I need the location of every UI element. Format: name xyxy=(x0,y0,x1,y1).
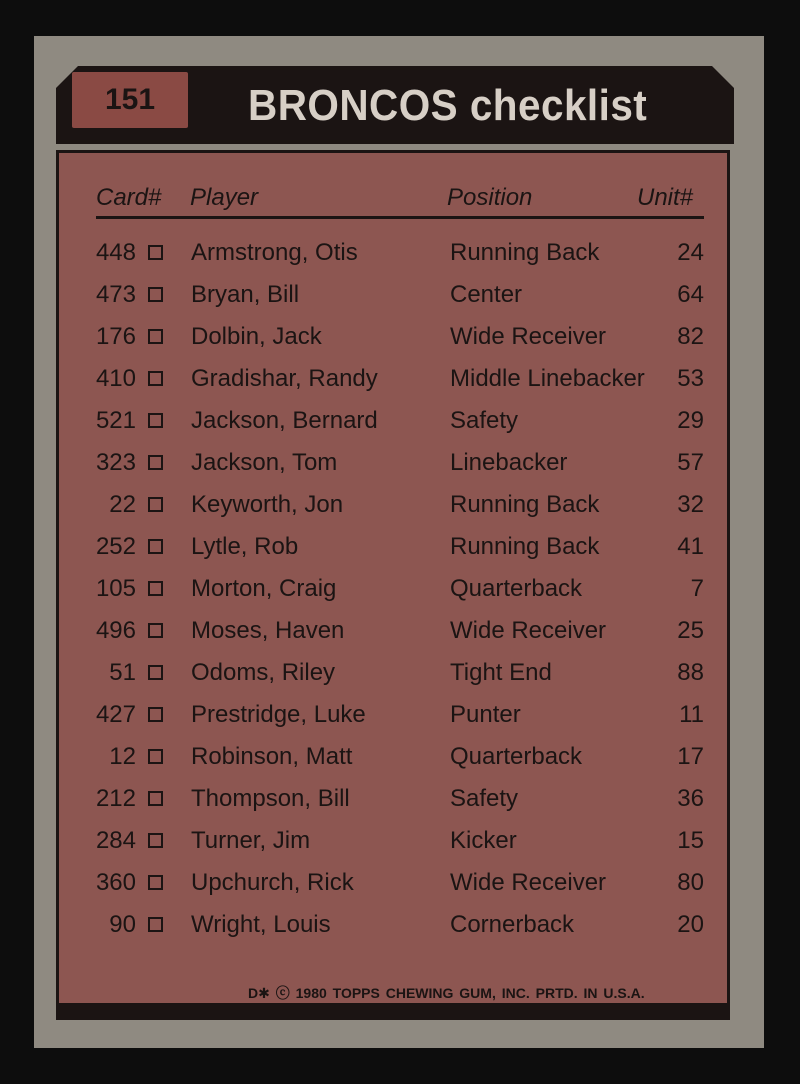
card-number: 521 xyxy=(95,407,136,434)
copyright-footer: D✱ ⓒ 1980 TOPPS CHEWING GUM, INC. PRTD. IN U.S.A. xyxy=(248,985,645,1001)
checklist-row xyxy=(0,403,800,439)
unit-number: 32 xyxy=(677,491,704,518)
checkbox[interactable] xyxy=(148,497,163,512)
checkbox[interactable] xyxy=(148,287,163,302)
unit-number: 29 xyxy=(677,407,704,434)
checkbox[interactable] xyxy=(148,539,163,554)
checklist-row xyxy=(0,655,800,691)
header-divider xyxy=(96,216,704,219)
unit-number: 15 xyxy=(677,827,704,854)
player-name: Armstrong, Otis xyxy=(191,239,358,266)
card-number: 176 xyxy=(95,323,136,350)
card-number: 252 xyxy=(95,533,136,560)
player-position: Center xyxy=(450,281,523,308)
player-name: Lytle, Rob xyxy=(191,533,299,560)
unit-number: 80 xyxy=(677,869,704,896)
card-number: 90 xyxy=(109,911,136,938)
player-name: Odoms, Riley xyxy=(191,659,336,686)
card-number: 427 xyxy=(95,701,136,728)
player-position: Wide Receiver xyxy=(450,617,607,644)
player-name: Jackson, Bernard xyxy=(191,407,378,434)
unit-number: 11 xyxy=(679,701,704,728)
player-position: Kicker xyxy=(450,827,517,854)
unit-number: 64 xyxy=(677,281,704,308)
checklist-row xyxy=(0,529,800,565)
header-corner-right xyxy=(712,66,734,88)
checkbox[interactable] xyxy=(148,581,163,596)
player-position: Wide Receiver xyxy=(450,323,607,350)
checkbox[interactable] xyxy=(148,833,163,848)
checkbox[interactable] xyxy=(148,875,163,890)
player-name: Turner, Jim xyxy=(191,827,311,854)
player-position: Cornerback xyxy=(450,911,575,938)
unit-number: 36 xyxy=(677,785,704,812)
unit-number: 7 xyxy=(690,575,704,602)
checklist-row xyxy=(0,487,800,523)
header-player: Player xyxy=(190,184,259,211)
card-number: 212 xyxy=(95,785,136,812)
player-position: Punter xyxy=(450,701,521,728)
player-name: Robinson, Matt xyxy=(191,743,353,770)
player-position: Tight End xyxy=(450,659,552,686)
checklist-row xyxy=(0,823,800,859)
checklist-row xyxy=(0,235,800,271)
player-position: Running Back xyxy=(450,491,600,518)
player-position: Linebacker xyxy=(450,449,568,476)
card-number: 12 xyxy=(109,743,136,770)
player-position: Quarterback xyxy=(450,575,583,602)
player-name: Wright, Louis xyxy=(191,911,331,938)
player-name: Keyworth, Jon xyxy=(191,491,344,518)
checklist-row xyxy=(0,445,800,481)
checkbox[interactable] xyxy=(148,455,163,470)
player-name: Upchurch, Rick xyxy=(191,869,354,896)
unit-number: 57 xyxy=(677,449,704,476)
player-position: Safety xyxy=(450,407,519,434)
card-number: 360 xyxy=(95,869,136,896)
checkbox[interactable] xyxy=(148,371,163,386)
checkbox[interactable] xyxy=(148,245,163,260)
unit-number: 24 xyxy=(677,239,704,266)
header-card-number: Card# xyxy=(96,184,162,211)
checklist-row xyxy=(0,361,800,397)
checklist-row xyxy=(0,277,800,313)
player-position: Safety xyxy=(450,785,519,812)
player-name: Prestridge, Luke xyxy=(191,701,366,728)
player-position: Running Back xyxy=(450,533,600,560)
checklist-row xyxy=(0,907,800,943)
checkbox[interactable] xyxy=(148,707,163,722)
checkbox[interactable] xyxy=(148,791,163,806)
player-position: Wide Receiver xyxy=(450,869,607,896)
player-name: Moses, Haven xyxy=(191,617,345,644)
header-position: Position xyxy=(447,184,533,211)
unit-number: 82 xyxy=(677,323,704,350)
player-name: Bryan, Bill xyxy=(191,281,300,308)
checklist-row xyxy=(0,571,800,607)
card-number: 473 xyxy=(95,281,136,308)
card-number: 448 xyxy=(95,239,136,266)
unit-number: 53 xyxy=(677,365,704,392)
player-position: Middle Linebacker xyxy=(450,365,645,392)
unit-number: 88 xyxy=(677,659,704,686)
player-name: Gradishar, Randy xyxy=(191,365,378,392)
player-name: Jackson, Tom xyxy=(191,449,338,476)
checkbox[interactable] xyxy=(148,623,163,638)
card-number: 323 xyxy=(95,449,136,476)
card-number: 284 xyxy=(95,827,136,854)
player-name: Thompson, Bill xyxy=(191,785,350,812)
player-name: Morton, Craig xyxy=(191,575,337,602)
checkbox[interactable] xyxy=(148,749,163,764)
checklist-row xyxy=(0,739,800,775)
checklist-row xyxy=(0,319,800,355)
card-number: 22 xyxy=(109,491,136,518)
card-number-badge: 151 xyxy=(72,72,188,128)
unit-number: 20 xyxy=(677,911,704,938)
card-number: 496 xyxy=(95,617,136,644)
card-number: 105 xyxy=(95,575,136,602)
checkbox[interactable] xyxy=(148,413,163,428)
checkbox[interactable] xyxy=(148,917,163,932)
checkbox[interactable] xyxy=(148,665,163,680)
player-position: Running Back xyxy=(450,239,600,266)
checklist-row xyxy=(0,697,800,733)
page-title: BRONCOS checklist xyxy=(248,81,648,130)
checkbox[interactable] xyxy=(148,329,163,344)
unit-number: 41 xyxy=(677,533,704,560)
checklist-row xyxy=(0,613,800,649)
unit-number: 17 xyxy=(677,743,704,770)
card-number: 51 xyxy=(109,659,136,686)
checklist-row xyxy=(0,781,800,817)
checklist-row xyxy=(0,865,800,901)
player-position: Quarterback xyxy=(450,743,583,770)
card-number: 410 xyxy=(95,365,136,392)
panel-bottom-edge xyxy=(56,1006,730,1020)
player-name: Dolbin, Jack xyxy=(191,323,322,350)
unit-number: 25 xyxy=(677,617,704,644)
header-unit: Unit# xyxy=(637,184,694,211)
